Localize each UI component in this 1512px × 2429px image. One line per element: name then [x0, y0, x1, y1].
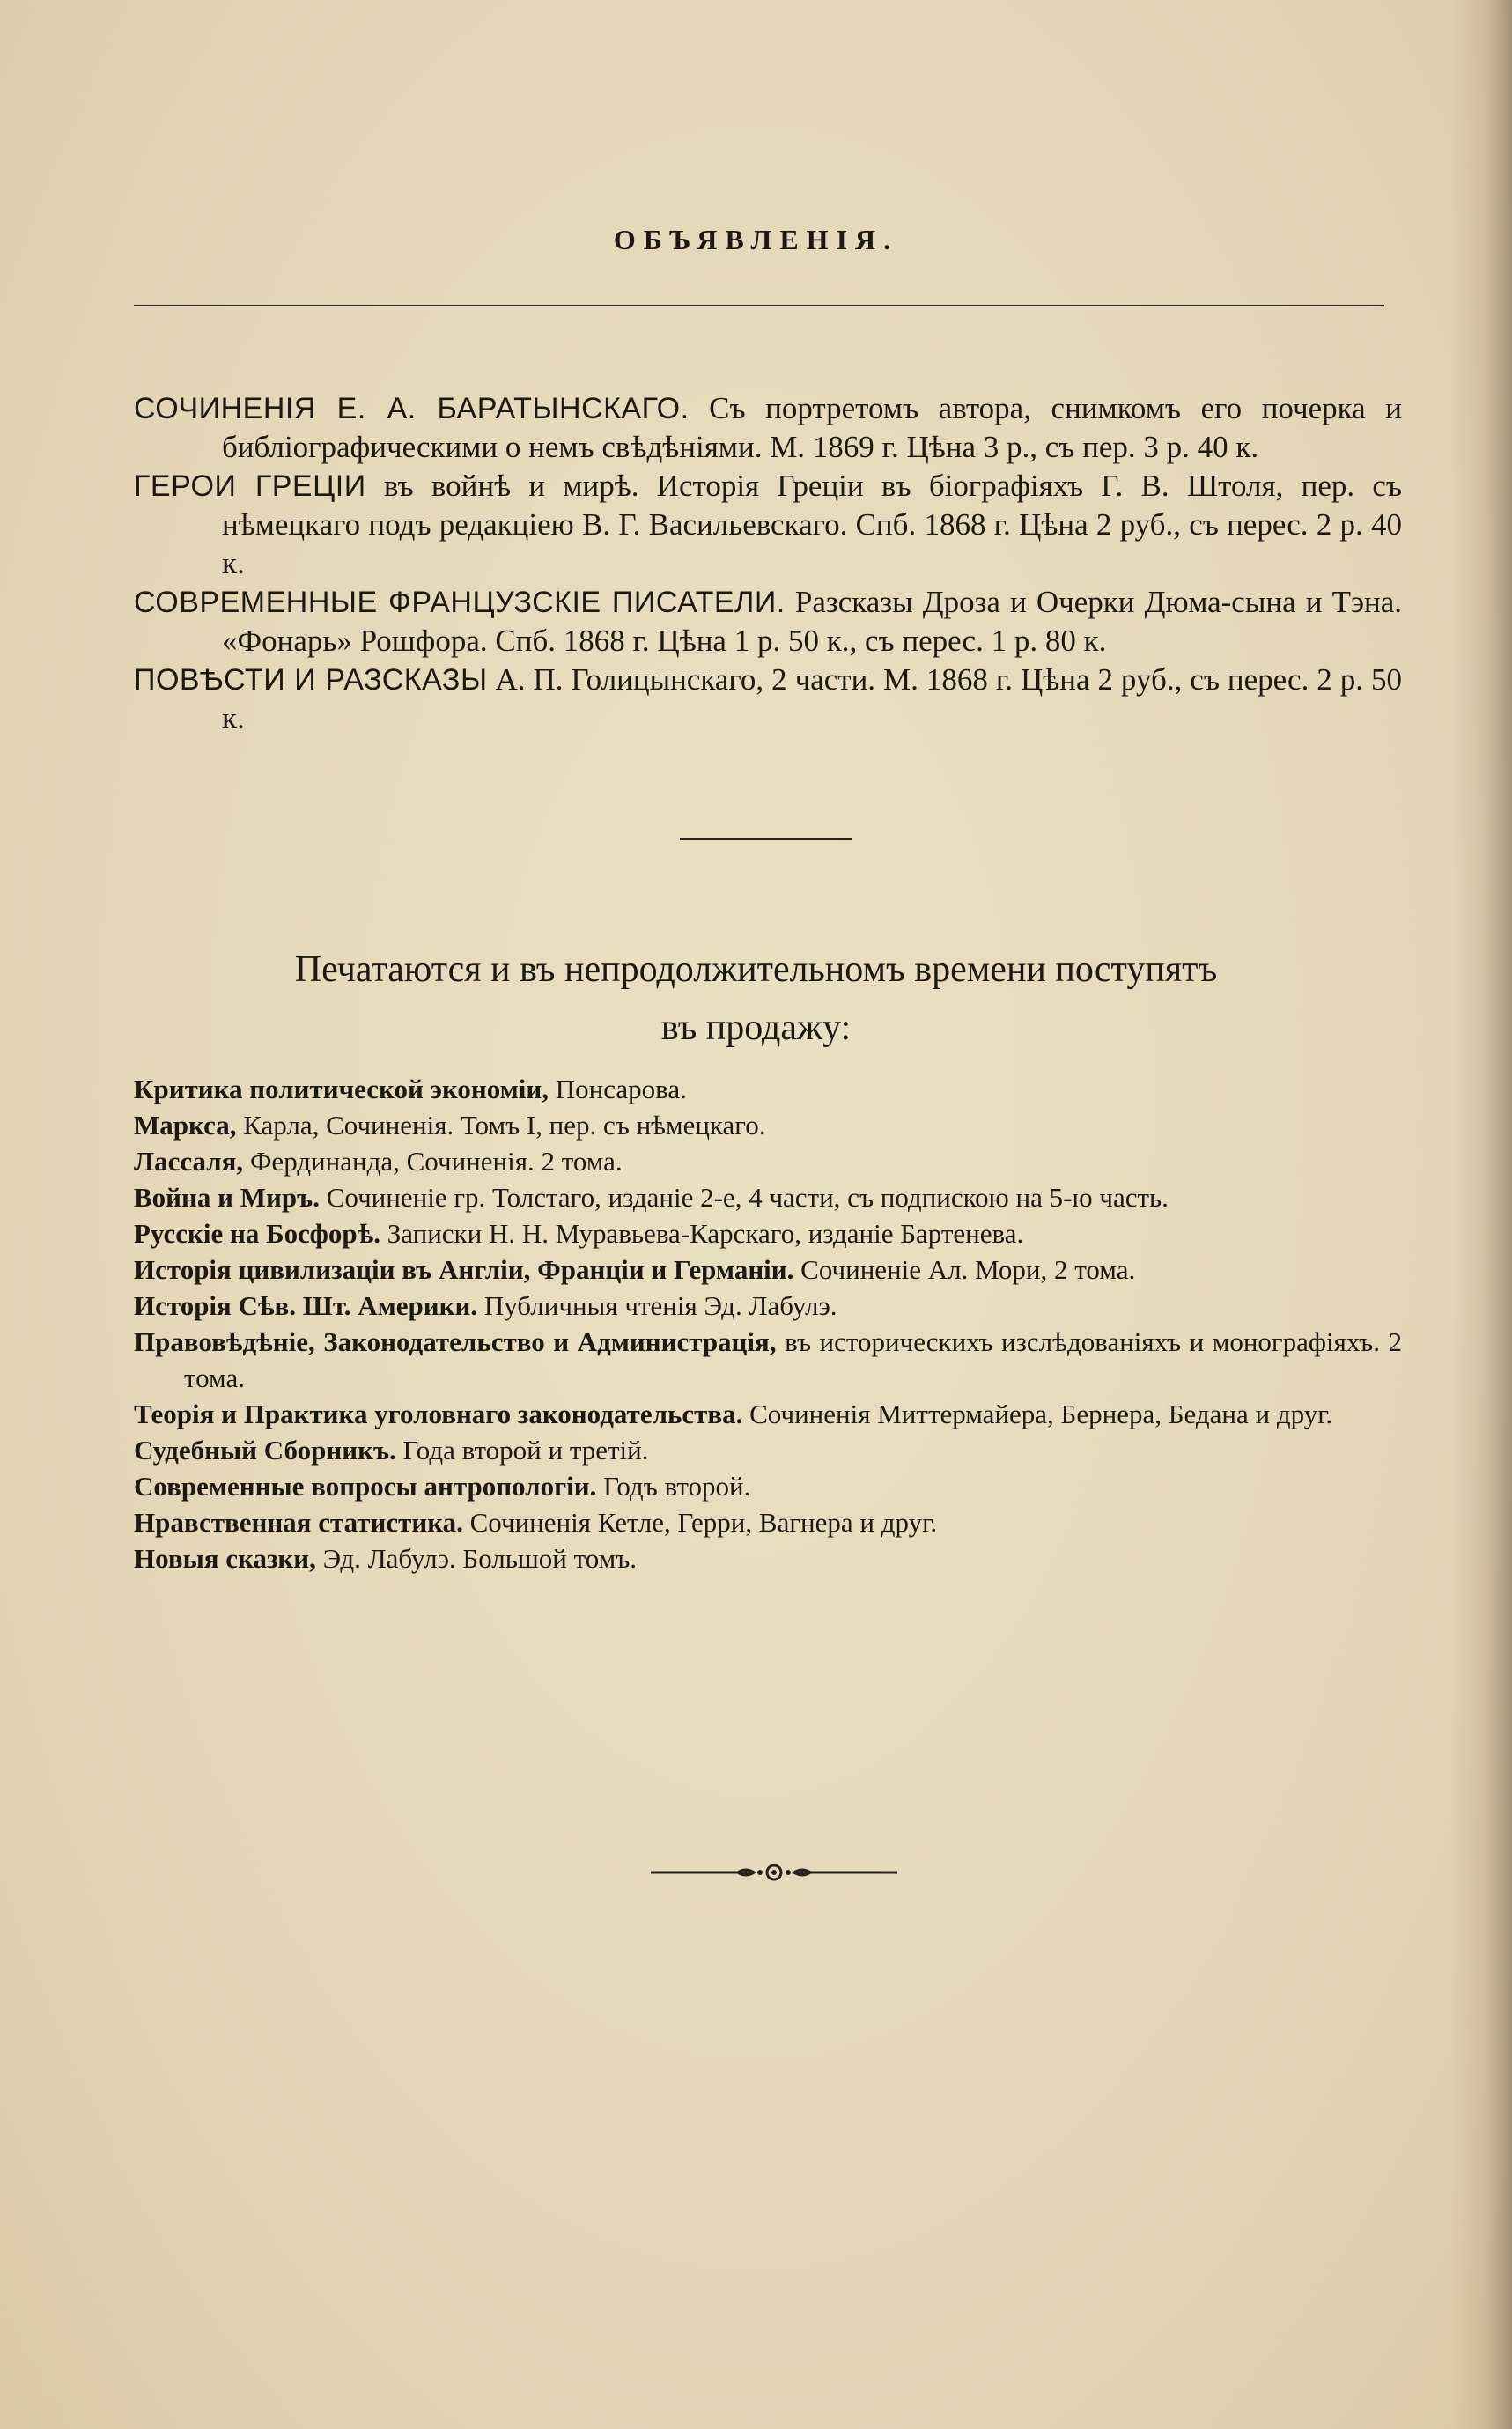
- book-details: Года второй и третій.: [395, 1435, 649, 1466]
- section-divider: [680, 838, 852, 840]
- closing-ornament: [647, 1857, 901, 1888]
- list-item: [134, 1143, 1402, 1179]
- list-item: [134, 1288, 1402, 1324]
- book-details: Фердинанда, Сочиненія. 2 тома.: [243, 1146, 623, 1177]
- upcoming-heading-line-2: въ продажу:: [660, 1008, 852, 1048]
- advertisement-title: ПОВѢСТИ И РАЗСКАЗЫ: [134, 663, 488, 697]
- advertisement-text: Съ портретомъ автора, снимкомъ его почерка и библіографическими о немъ свѣдѣніями. М. 1869 г. Цѣна 3 р., съ пер. 3 р. 40 к.: [222, 391, 1402, 464]
- book-title: Нравственная статистика.: [134, 1507, 463, 1538]
- upcoming-heading-line-1: Печатаются и въ непродолжительномъ времени поступятъ: [294, 949, 1218, 990]
- list-item: [134, 1251, 1402, 1288]
- book-details: Сочиненіе Ал. Мори, 2 тома.: [793, 1254, 1136, 1285]
- book-details: Годъ второй.: [596, 1471, 751, 1502]
- advertisement-title: СОВРЕМЕННЫЕ ФРАНЦУЗСКІЕ ПИСАТЕЛИ.: [134, 586, 786, 619]
- advertisement-entry: [134, 583, 1402, 661]
- book-title: Теорія и Практика уголовнаго законодательства.: [134, 1399, 743, 1429]
- advertisement-text: А. П. Голицынскаго, 2 части. М. 1868 г. Цѣна 2 руб., съ перес. 2 р. 50 к.: [222, 662, 1402, 735]
- book-title: Русскіе на Босфорѣ.: [134, 1218, 380, 1249]
- list-item: [134, 1071, 1402, 1107]
- book-details: Сочиненія Кетле, Герри, Вагнера и друг.: [462, 1507, 938, 1538]
- book-details: Публичныя чтенія Эд. Лабулэ.: [477, 1290, 837, 1321]
- list-item: [134, 1468, 1402, 1504]
- book-title: Исторія Сѣв. Шт. Америки.: [134, 1290, 478, 1321]
- upcoming-books-list: [134, 1071, 1402, 1576]
- book-details: въ историческихъ изслѣдованіяхъ и монографіяхъ. 2 тома.: [184, 1326, 1403, 1393]
- book-details: Понсарова.: [549, 1074, 687, 1104]
- advertisement-entry: [134, 389, 1402, 467]
- book-title: Современные вопросы антропологіи.: [134, 1471, 597, 1502]
- list-item: [134, 1396, 1402, 1432]
- book-details: Сочиненія Миттермайера, Бернера, Бедана и друг.: [742, 1399, 1333, 1429]
- list-item: [134, 1107, 1402, 1143]
- book-details: Сочиненіе гр. Толстаго, изданіе 2-е, 4 части, съ подпискою на 5-ю часть.: [319, 1182, 1169, 1213]
- advertisement-title: СОЧИНЕНІЯ Е. А. БАРАТЫНСКАГО.: [134, 392, 690, 425]
- book-title: Исторія цивилизаціи въ Англіи, Франціи и Германіи.: [134, 1254, 794, 1285]
- book-title: Новыя сказки,: [134, 1543, 316, 1574]
- list-item: [134, 1215, 1402, 1251]
- book-title: Лассаля,: [134, 1146, 244, 1177]
- page-edge-shadow: [1450, 0, 1512, 2429]
- list-item: [134, 1540, 1402, 1576]
- list-item: [134, 1324, 1402, 1396]
- book-details: Записки Н. Н. Муравьева-Карскаго, изданіе Бартенева.: [380, 1218, 1024, 1249]
- book-title: Маркса,: [134, 1110, 237, 1141]
- list-item: [134, 1504, 1402, 1540]
- page-title: ОБЪЯВЛЕНІЯ.: [613, 224, 899, 255]
- book-details: Карла, Сочиненія. Томъ I, пер. съ нѣмецкаго.: [236, 1110, 766, 1141]
- advertisement-text: въ войнѣ и мирѣ. Исторія Греціи въ біографіяхъ Г. В. Штоля, пер. съ нѣмецкаго подъ редакціею В. Г. Васильевскаго. Спб. 1868 г. Цѣна 2 руб., съ перес. 2 р. 40 к.: [222, 469, 1402, 580]
- advertisement-entry: [134, 661, 1402, 738]
- advertisement-entry: [134, 467, 1402, 583]
- book-title: Критика политической экономіи,: [134, 1074, 549, 1104]
- advertisement-title: ГЕРОИ ГРЕЦІИ: [134, 469, 366, 503]
- book-details: Эд. Лабулэ. Большой томъ.: [315, 1543, 638, 1574]
- list-item: [134, 1432, 1402, 1468]
- book-title: Правовѣдѣніе, Законодательство и Администрація,: [134, 1326, 777, 1357]
- advertisement-text: Разсказы Дроза и Очерки Дюма-сына и Тэна. «Фонарь» Рошфора. Спб. 1868 г. Цѣна 1 р. 50 к., съ перес. 1 р. 80 к.: [222, 585, 1402, 658]
- book-title: Судебный Сборникъ.: [134, 1435, 396, 1466]
- upcoming-heading: [0, 941, 1512, 1057]
- advertisement-list: [134, 389, 1402, 738]
- header-divider: [134, 305, 1384, 306]
- book-title: Война и Миръ.: [134, 1182, 320, 1213]
- list-item: [134, 1179, 1402, 1215]
